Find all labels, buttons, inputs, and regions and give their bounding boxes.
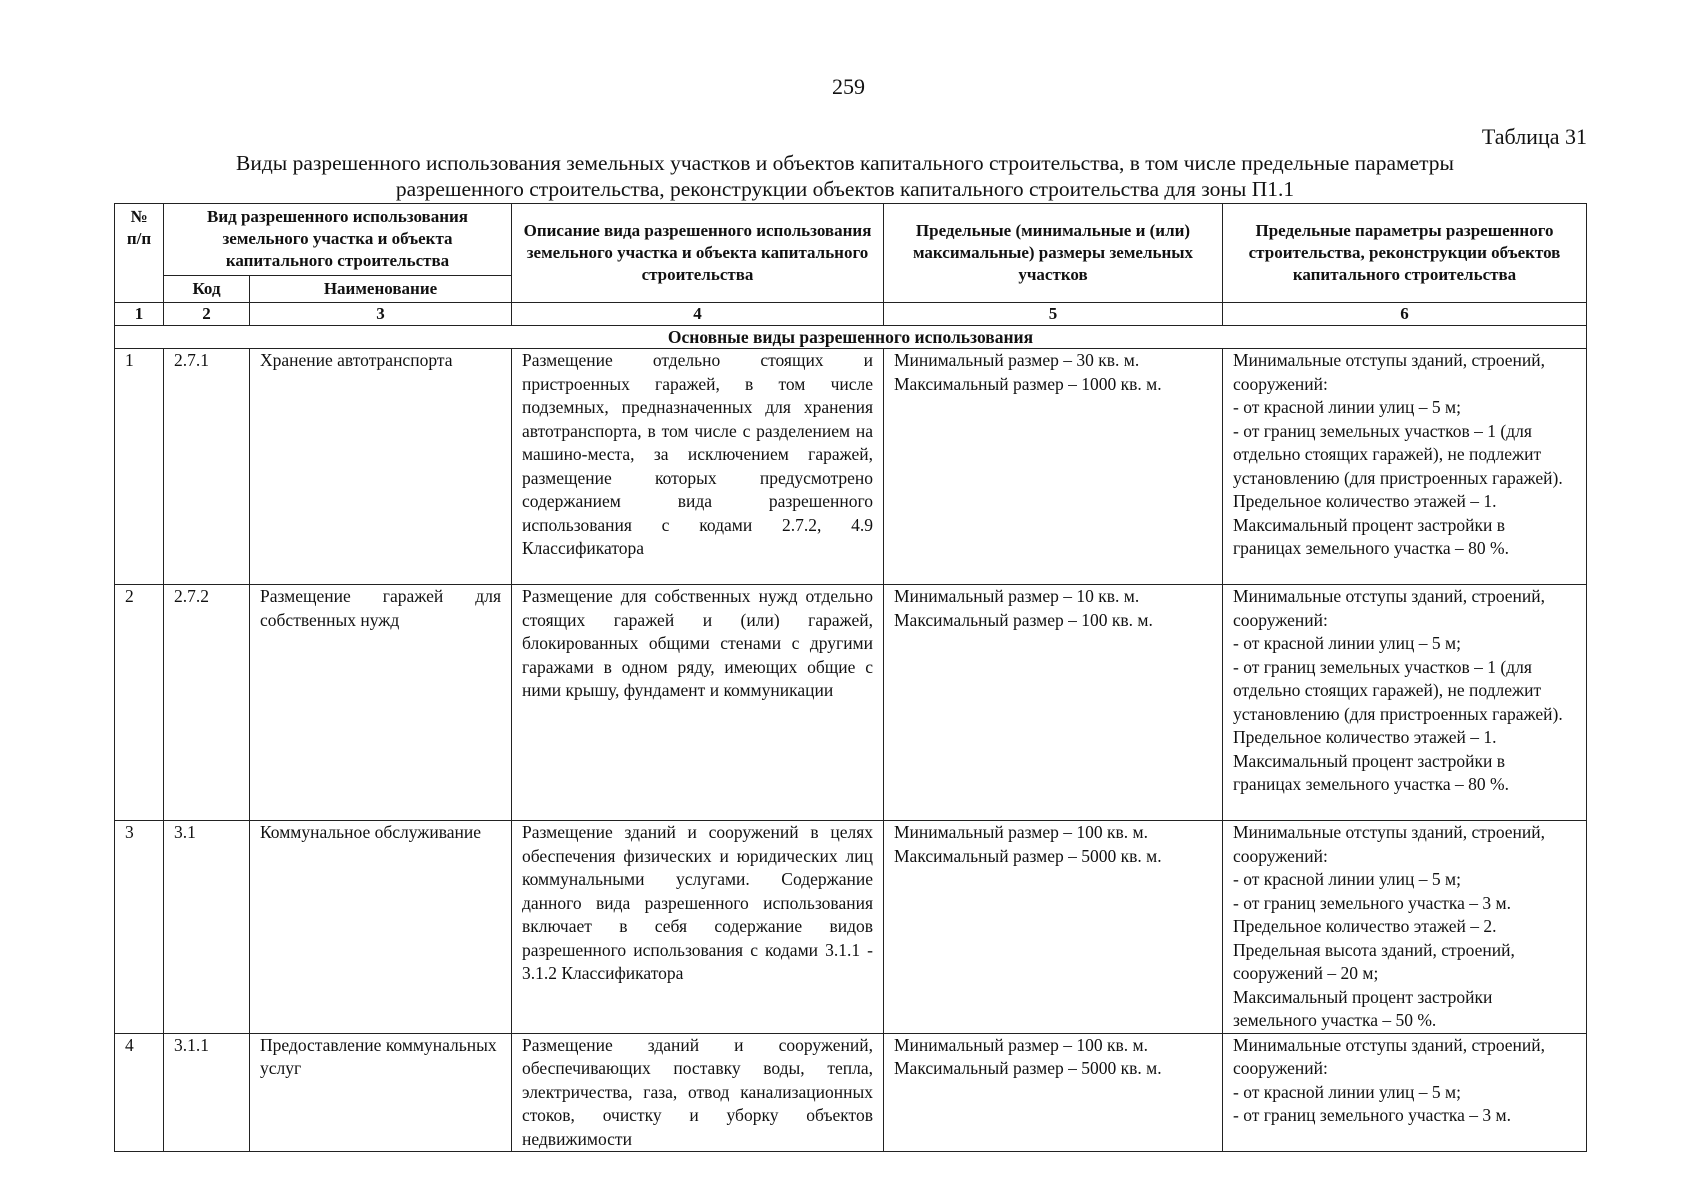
size-max: Максимальный размер – 100 кв. м.: [894, 609, 1153, 630]
param-line: - от красной линии улиц – 5 м;: [1233, 397, 1461, 417]
table-row: [115, 1033, 1587, 1152]
header-number: 3: [250, 303, 512, 326]
size-min: Минимальный размер – 100 кв. м.: [894, 1034, 1148, 1055]
param-line: - от границ земельных участков – 1 (для отдельно стоящих гаражей), не подлежит установлению (для пристроенных гаражей).: [1233, 420, 1563, 488]
row-description: Размещение зданий и сооружений в целях обеспечения физических и юридических лиц коммунальными услугами. Содержание данного вида разрешенного использования включает в себя содержание видов разрешенного использования с кодами 3.1.1 - 3.1.2 Классификатора: [512, 821, 884, 1034]
header-sizes: Предельные (минимальные и (или) максимальные) размеры земельных участков: [884, 204, 1223, 303]
header-number: 1: [115, 303, 164, 326]
table-row: [115, 821, 1587, 1034]
row-name: Предоставление коммунальных услуг: [250, 1033, 512, 1152]
header-description: Описание вида разрешенного использования земельного участка и объекта капитального строительства: [512, 204, 884, 303]
param-line: - от границ земельного участка – 3 м.: [1233, 1105, 1511, 1125]
header-params: Предельные параметры разрешенного строительства, реконструкции объектов капитального строительства: [1223, 204, 1587, 303]
param-line: Минимальные отступы зданий, строений, сооружений:: [1233, 586, 1546, 630]
param-line: - от красной линии улиц – 5 м;: [1233, 1081, 1461, 1102]
param-line: Минимальные отступы зданий, строений, сооружений:: [1233, 350, 1546, 394]
land-use-table: [114, 203, 1587, 1152]
row-name: Размещение гаражей для собственных нужд: [250, 585, 512, 821]
row-num: 3: [115, 821, 164, 1034]
row-sizes: [884, 1033, 1223, 1152]
param-line: Минимальные отступы зданий, строений, сооружений:: [1233, 1034, 1546, 1078]
size-max: Максимальный размер – 5000 кв. м.: [894, 845, 1162, 866]
row-sizes: [884, 585, 1223, 821]
header-num: № п/п: [115, 204, 164, 303]
row-code: 3.1: [164, 821, 250, 1034]
param-line: Минимальные отступы зданий, строений, сооружений:: [1233, 822, 1546, 866]
caption-line-1: Виды разрешенного использования земельных участков и объектов капитального строительства, в том числе предельные параметры: [236, 151, 1454, 175]
param-line: - от красной линии улиц – 5 м;: [1233, 869, 1461, 889]
size-min: Минимальный размер – 30 кв. м.: [894, 350, 1140, 370]
size-max: Максимальный размер – 5000 кв. м.: [894, 1058, 1162, 1078]
row-params: [1223, 821, 1587, 1034]
size-max: Максимальный размер – 1000 кв. м.: [894, 373, 1162, 394]
param-line: - от красной линии улиц – 5 м;: [1233, 633, 1461, 653]
row-description: Размещение зданий и сооружений, обеспечивающих поставку воды, тепла, электричества, газа, отвод канализационных стоков, очистку и уборку объектов недвижимости: [512, 1033, 884, 1152]
row-sizes: [884, 349, 1223, 585]
row-sizes: [884, 821, 1223, 1034]
table-caption: [150, 150, 1540, 202]
section-title: Основные виды разрешенного использования: [115, 326, 1587, 349]
header-number: 5: [884, 303, 1223, 326]
row-description: Размещение для собственных нужд отдельно стоящих гаражей и (или) гаражей, блокированных общими стенами с другими гаражами в одном ряду, имеющих общие с ними крышу, фундамент и коммуникации: [512, 585, 884, 821]
param-line: Предельное количество этажей – 1.: [1233, 491, 1497, 511]
table-row: [115, 585, 1587, 821]
param-line: Максимальный процент застройки в границах земельного участка – 80 %.: [1233, 514, 1509, 558]
param-line: Предельная высота зданий, строений, сооружений – 20 м;: [1233, 939, 1515, 983]
param-line: - от границ земельных участков – 1 (для отдельно стоящих гаражей), не подлежит установлению (для пристроенных гаражей).: [1233, 656, 1563, 724]
size-min: Минимальный размер – 10 кв. м.: [894, 586, 1140, 606]
header-number: 6: [1223, 303, 1587, 326]
caption-line-2: разрешенного строительства, реконструкции объектов капитального строительства для зоны П1.1: [395, 177, 1295, 201]
row-num: 2: [115, 585, 164, 821]
row-params: [1223, 349, 1587, 585]
row-num: 4: [115, 1033, 164, 1152]
header-name: Наименование: [250, 276, 512, 303]
header-code: Код: [164, 276, 250, 303]
row-code: 2.7.2: [164, 585, 250, 821]
param-line: - от границ земельного участка – 3 м.: [1233, 892, 1511, 913]
size-min: Минимальный размер – 100 кв. м.: [894, 822, 1148, 842]
row-code: 3.1.1: [164, 1033, 250, 1152]
row-name: Хранение автотранспорта: [250, 349, 512, 585]
header-number: 4: [512, 303, 884, 326]
table-label: Таблица 31: [1481, 124, 1587, 149]
param-line: Максимальный процент застройки земельного участка – 50 %.: [1233, 986, 1493, 1030]
header-kind: Вид разрешенного использования земельного участка и объекта капитального строительства: [164, 204, 512, 276]
row-code: 2.7.1: [164, 349, 250, 585]
param-line: Предельное количество этажей – 2.: [1233, 916, 1497, 936]
row-description: Размещение отдельно стоящих и пристроенных гаражей, в том числе подземных, предназначенных для хранения автотранспорта, в том числе с разделением на машино-места, за исключением гаражей, размещение которых предусмотрено содержанием вида разрешенного использования с кодами 2.7.2, 4.9 Классификатора: [512, 349, 884, 585]
row-name: Коммунальное обслуживание: [250, 821, 512, 1034]
header-number: 2: [164, 303, 250, 326]
param-line: Максимальный процент застройки в границах земельного участка – 80 %.: [1233, 750, 1509, 794]
row-params: [1223, 1033, 1587, 1152]
page-number: 259: [832, 74, 865, 99]
param-line: Предельное количество этажей – 1.: [1233, 727, 1497, 747]
table-row: [115, 349, 1587, 585]
row-num: 1: [115, 349, 164, 585]
row-params: [1223, 585, 1587, 821]
